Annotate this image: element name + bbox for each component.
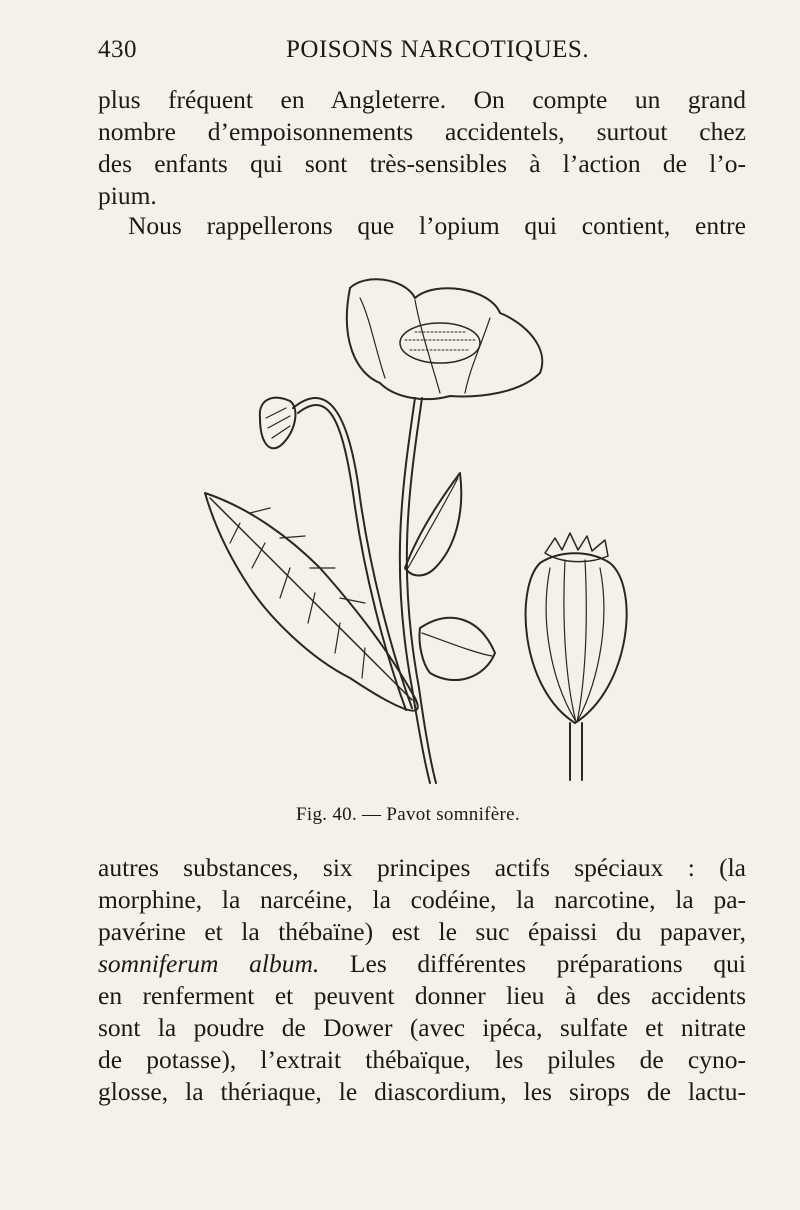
bud-stem xyxy=(293,398,412,708)
poppy-flower xyxy=(347,279,542,399)
capsule-stem xyxy=(570,723,582,780)
page-header xyxy=(98,36,740,76)
page-number: 430 xyxy=(98,36,137,63)
text-line: morphine, la narcéine, la codéine, la narcotine, la pa- xyxy=(98,885,746,914)
top-paragraph xyxy=(98,84,746,212)
text-line: de potasse), l’extrait thébaïque, les pilules de cyno- xyxy=(98,1045,746,1074)
figure-caption: Fig. 40. — Pavot somnifère. xyxy=(296,804,520,825)
text-line: glosse, la thériaque, le diascordium, les sirops de lactu- xyxy=(98,1077,746,1106)
text-line: sont la poudre de Dower (avec ipéca, sulfate et nitrate xyxy=(98,1013,746,1042)
text-line: plus fréquent en Angleterre. On compte un grand xyxy=(98,85,746,114)
lower-leaf xyxy=(419,618,495,680)
text-line: des enfants qui sont très-sensibles à l’action de l’o- xyxy=(98,149,746,178)
text-line: pium. xyxy=(98,181,157,210)
text-line-mixed xyxy=(98,948,746,980)
text-line-rest: Les différentes préparations qui xyxy=(319,949,746,978)
text-line: Nous rappellerons que l’opium qui contient, entre xyxy=(128,211,746,240)
poppy-illustration xyxy=(190,268,670,788)
italic-latin-name: somniferum album. xyxy=(98,949,320,978)
flower-stamens xyxy=(400,323,480,363)
poppy-capsule xyxy=(526,553,627,723)
text-line: autres substances, six principes actifs spéciaux : (la xyxy=(98,853,746,882)
bottom-paragraph xyxy=(98,852,746,1108)
text-line: nombre d’empoisonnements accidentels, surtout chez xyxy=(98,117,746,146)
running-title: POISONS NARCOTIQUES. xyxy=(286,36,590,63)
text-line: pavérine et la thébaïne) est le suc épaissi du papaver, xyxy=(98,917,746,946)
text-line: en renferment et peuvent donner lieu à des accidents xyxy=(98,981,746,1010)
second-paragraph-start xyxy=(98,210,746,242)
